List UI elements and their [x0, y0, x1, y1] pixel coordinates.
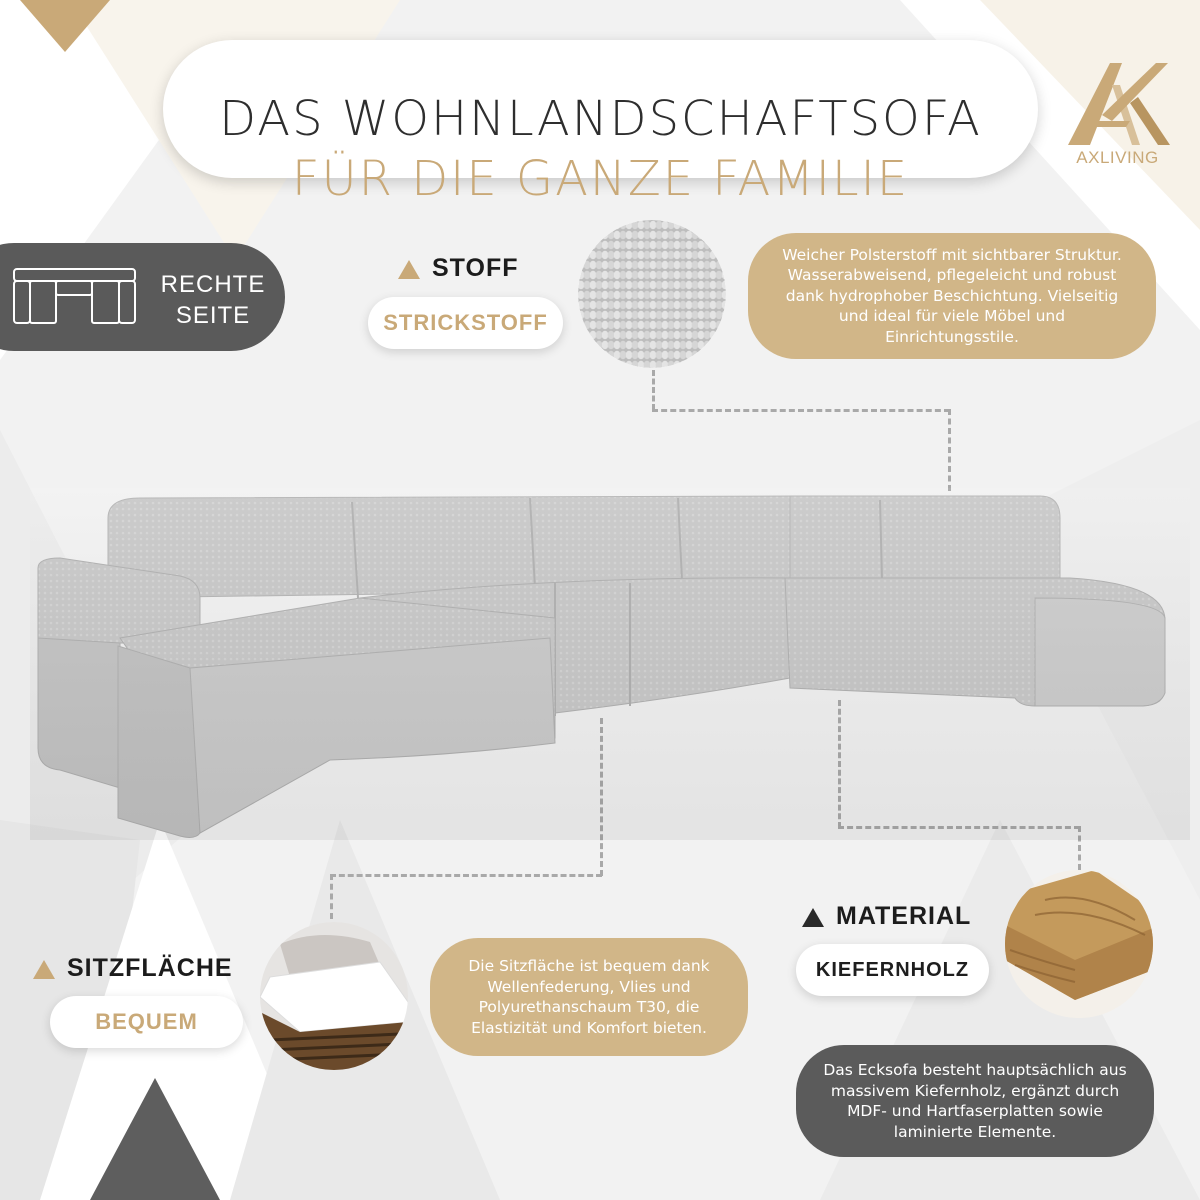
material-heading-text: MATERIAL [836, 902, 972, 930]
knit-fabric-swatch [578, 220, 726, 368]
fabric-heading-text: STOFF [432, 254, 519, 282]
seat-layers-illustration [260, 922, 408, 1070]
title-line-1: DAS WOHNLANDSCHAFTSOFA [219, 91, 982, 147]
pine-wood-block [1005, 870, 1153, 1018]
brand-logo [1060, 55, 1175, 175]
brand-name: AXLIVING [1076, 148, 1159, 167]
connector-line [652, 409, 950, 412]
connector-line [330, 874, 602, 877]
orientation-line-2: SEITE [175, 302, 251, 329]
title-line-2: FÜR DIE GANZE FAMILIE [291, 151, 910, 207]
triangle-bullet-icon [33, 960, 55, 979]
seat-description: Die Sitzfläche ist bequem dank Wellenfederung, Vlies und Polyurethanschaum T30, die Elastizität und Komfort bieten. [430, 938, 748, 1056]
ax-logo-icon [1060, 55, 1175, 150]
triangle-bullet-icon [802, 908, 824, 927]
u-shaped-sofa-illustration [30, 488, 1190, 840]
u-sofa-outline-icon [12, 265, 137, 327]
triangle-bullet-icon [398, 260, 420, 279]
seat-tag: BEQUEM [50, 996, 243, 1048]
orientation-text [148, 269, 278, 331]
orientation-line-1: RECHTE [160, 271, 266, 298]
connector-line [948, 409, 951, 491]
fabric-heading [398, 254, 518, 283]
fabric-description: Weicher Polsterstoff mit sichtbarer Struktur. Wasserabweisend, pflegeleicht und robust dank hydrophober Beschichtung. Vielseitig und ideal für viele Möbel und Einrichtungsstile. [748, 233, 1156, 359]
connector-line [330, 874, 333, 919]
title-banner [163, 40, 1038, 207]
seat-heading-text: SITZFLÄCHE [67, 954, 233, 982]
connector-line [652, 370, 655, 410]
fabric-tag: STRICKSTOFF [368, 297, 563, 349]
material-tag: KIEFERNHOLZ [796, 944, 989, 996]
seat-heading [33, 954, 233, 983]
orientation-badge [0, 243, 285, 351]
material-description: Das Ecksofa besteht hauptsächlich aus massivem Kiefernholz, ergänzt durch MDF- und Hartfaserplatten sowie laminierte Elemente. [796, 1045, 1154, 1157]
material-heading [802, 902, 971, 931]
